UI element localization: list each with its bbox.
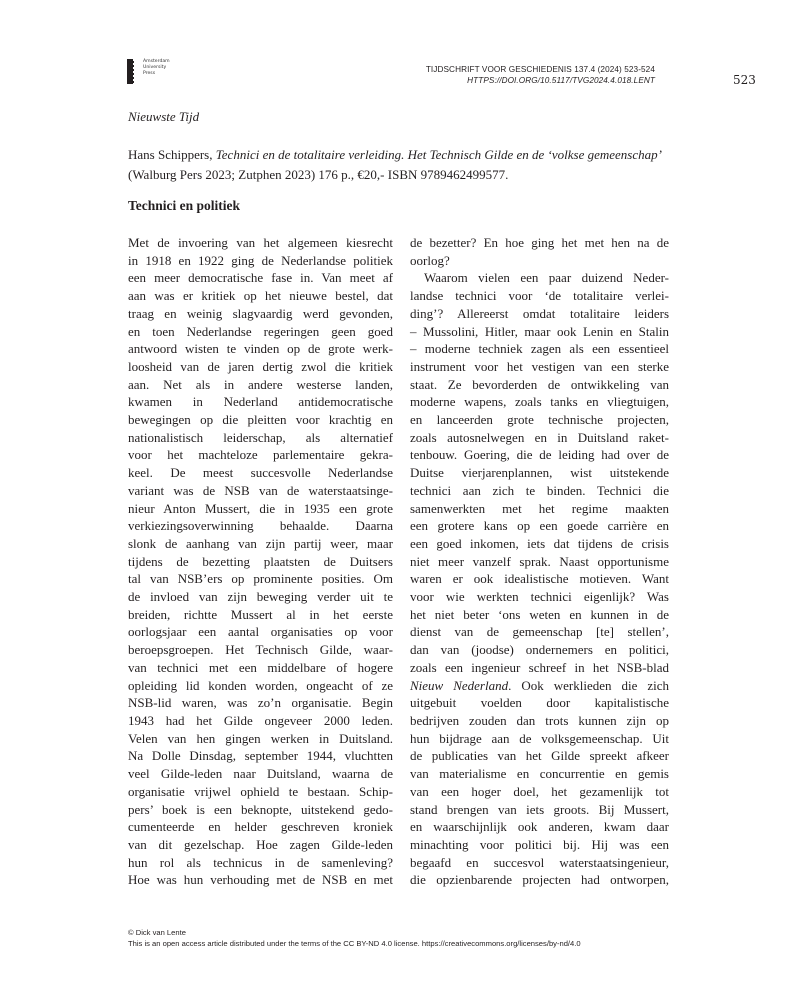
text-line: Hoe was hun verhouding met de NSB en met: [128, 872, 393, 888]
text-line: stand brengen van iets groots. Bij Mussert,: [410, 801, 669, 817]
text-line: – moderne techniek zagen als een essentieel: [410, 341, 669, 357]
text-line: verkiezingsoverwinning behaalde. Daarna: [128, 518, 393, 534]
text-line: tal van NSB’ers op prominente posities. Om: [128, 571, 393, 587]
book-author: Hans Schippers,: [128, 147, 216, 162]
text-line: aan. Net als in andere westerse landen,: [128, 376, 393, 392]
text-line: pers’ boek is een beknopte, uitstekend gedo-: [128, 801, 393, 817]
text-line: beroepsgroepen. Het Technisch Gilde, waar-: [128, 642, 393, 658]
text-line: Na Dolle Dinsdag, september 1944, vluchtten: [128, 748, 393, 764]
text-line: nationalistisch leiderschap, als alternatief: [128, 429, 393, 445]
text-line: landse technici voor ‘de totalitaire verlei-: [410, 288, 669, 304]
text-line: de publicaties van het Gilde spreekt afkeer: [410, 748, 669, 764]
text-line: aan was er kritiek op het nieuwe bestel, dat: [128, 288, 393, 304]
section-label: Nieuwste Tijd: [128, 109, 200, 124]
text-line: begaafd en succesvol waterstaatsingenieur,: [410, 854, 669, 870]
text-line: hun bijdrage aan de volksgemeenschap. Uit: [410, 730, 669, 746]
text-line: Waarom vielen een paar duizend Neder-: [424, 270, 669, 286]
text-line: tenbouw. Goering, die de leiding had over de: [410, 447, 669, 463]
text-line: staat. Ze bevorderden de ontwikkeling van: [410, 376, 669, 392]
text-line: kwamen in Nederland antidemocratische: [128, 394, 393, 410]
text-line: die opzienbarende projecten had ontworpen,: [410, 872, 669, 888]
text-line: voor het machteloze parlementaire gekra-: [128, 447, 393, 463]
journal-header: [426, 64, 655, 86]
text-line: in 1918 en 1922 ging de Nederlandse politiek: [128, 252, 393, 268]
text-line: opleiding lid konden worden, ongeacht of ze: [128, 677, 393, 693]
journal-citation: TIJDSCHRIFT VOOR GESCHIEDENIS 137.4 (2024) 523-524: [425, 65, 655, 74]
page-number: 523: [733, 73, 756, 87]
doi-link[interactable]: HTTPS://DOI.ORG/10.5117/TVG2024.4.018.LENT: [467, 76, 655, 85]
publisher-line: Press: [143, 71, 156, 76]
aup-logo-icon: [127, 59, 134, 84]
text-line: van dit gezelschap. Hoe zagen Gilde-leden: [128, 836, 393, 852]
text-line: veel Gilde-leden naar Duitsland, waarna de: [128, 766, 393, 782]
text-line: – Mussolini, Hitler, maar ook Lenin en Stalin: [410, 323, 669, 339]
publisher-logo: [127, 59, 170, 84]
text-line: Duitse vierjarenplannen, wist uitstekende: [410, 465, 669, 481]
text-line: uitgebuit voelden door kapitalistische: [410, 695, 669, 711]
text-line: een grotere kans op een goede carrière en: [410, 518, 669, 534]
text-line: bewegingen op die pleitten voor krachtig en: [128, 412, 393, 428]
text-line: niet meer vanzelf sprak. Naast opportunisme: [410, 553, 669, 569]
text-line: minachting voor politici bij. Hij was een: [410, 836, 669, 852]
text-line: organisatie vrijwel ophield te bestaan. Schip-: [128, 783, 393, 799]
text-line: 1943 had het Gilde ongeveer 2000 leden.: [128, 712, 393, 728]
left-column: [128, 234, 393, 889]
text-line: een goed inkomen, iets dat tijdens de crisis: [410, 535, 669, 551]
text-line: instrument voor het vestigen van een sterke: [410, 358, 669, 374]
text-line: oorlog?: [410, 252, 450, 268]
text-line: antwoord wisten te vinden op de grote werk-: [128, 341, 393, 357]
text-line: dienst van de gemeenschap [te] stellen’,: [410, 624, 669, 640]
text-line: het niet beter ‘ons weten en kunnen in de: [410, 606, 669, 622]
footer: [128, 927, 581, 949]
text-line: ding’? Allereerst omdat totalitaire leiders: [410, 305, 669, 321]
license-notice[interactable]: This is an open access article distributed under the terms of the CC BY-ND 4.0 license. https://creativecommons.org/licenses/by-nd/4.0: [128, 939, 581, 948]
text-line: van een hoger doel, het gezamenlijk tot: [410, 783, 669, 799]
book-title: Technici en de totalitaire verleiding. Het Technisch Gilde en de ‘volkse gemeenschap’: [215, 147, 662, 162]
text-line: de invloed van zijn beweging verder uit te: [128, 589, 393, 605]
right-column: [410, 234, 669, 889]
publisher-line: Amsterdam: [143, 59, 170, 64]
publisher-name: [143, 59, 170, 77]
text-line: cumenteerde en helder geschreven kroniek: [128, 819, 393, 835]
text-line: en lanceerden grote technische projecten,: [410, 412, 669, 428]
text-line: hun rol als technicus in de samenleving?: [128, 854, 393, 870]
text-line: traag en weinig slagvaardig werd gevonden,: [128, 305, 393, 321]
text-line: de bezetter? En hoe ging het met hen na de: [410, 235, 669, 250]
text-line: voor wie werkten technici eigenlijk? Was: [410, 589, 669, 605]
book-reference: [128, 145, 668, 185]
text-line: en toen Nederlandse regeringen geen goed: [128, 323, 393, 339]
text-line: oorlogsjaar een aantal organisaties op voor: [128, 624, 393, 640]
article-heading: Technici en politiek: [128, 198, 241, 213]
text-line: Met de invoering van het algemeen kiesrecht: [128, 235, 393, 250]
text-line: van technici met een middelbare of hogere: [128, 659, 393, 675]
text-line: Nieuw Nederland. Ook werklieden die zich: [410, 677, 669, 693]
text-line: technici aan zich te binden. Technici die: [410, 482, 669, 498]
text-line: en waarschijnlijk ook anderen, kwam daar: [410, 819, 669, 835]
text-line: bedrijven zouden dan trots kunnen zijn op: [410, 712, 669, 728]
text-line: zoals een ingenieur schreef in het NSB-blad: [410, 659, 669, 675]
text-line: zoals autosnelwegen en in Duitsland raket-: [410, 429, 669, 445]
text-line: van materialisme en concurrentie en gemis: [410, 766, 669, 782]
text-line: dan van (joodse) ondernemers en politici,: [410, 642, 669, 658]
text-line: Velen van hen gingen werken in Duitsland.: [128, 730, 393, 746]
publication-title: Nieuw Nederland: [410, 677, 509, 693]
text-line: variant was de NSB van de waterstaatsinge-: [128, 482, 393, 498]
text-line: moderne wapens, zoals tanks en vliegtuigen,: [410, 394, 669, 410]
copyright-notice: © Dick van Lente: [128, 928, 186, 937]
text-line: keel. De meest succesvolle Nederlandse: [128, 465, 393, 481]
text-line: slonk de aanhang van zijn partij weer, maar: [128, 535, 393, 551]
text-line: waren er ook idealistische motieven. Want: [410, 571, 669, 587]
text-line: nieur Anton Mussert, die in 1935 een grote: [128, 500, 393, 516]
text-line: tijdens de bezetting plaatsten de Duitsers: [128, 553, 393, 569]
publisher-line: University: [143, 65, 167, 70]
text-line: een meer democratische fase in. Van meet af: [128, 270, 393, 286]
text-line: samenwerkten met het regime maakten: [410, 500, 669, 516]
text-line: NSB-lid waren, was zo’n organisatie. Begin: [128, 695, 393, 711]
text-line: breiden, richtte Mussert al in het eerste: [128, 606, 393, 622]
book-details: (Walburg Pers 2023; Zutphen 2023) 176 p., €20,- ISBN 9789462499577.: [128, 167, 509, 182]
text-line: loosheid van de jaren dertig zwol die kritiek: [128, 358, 393, 374]
